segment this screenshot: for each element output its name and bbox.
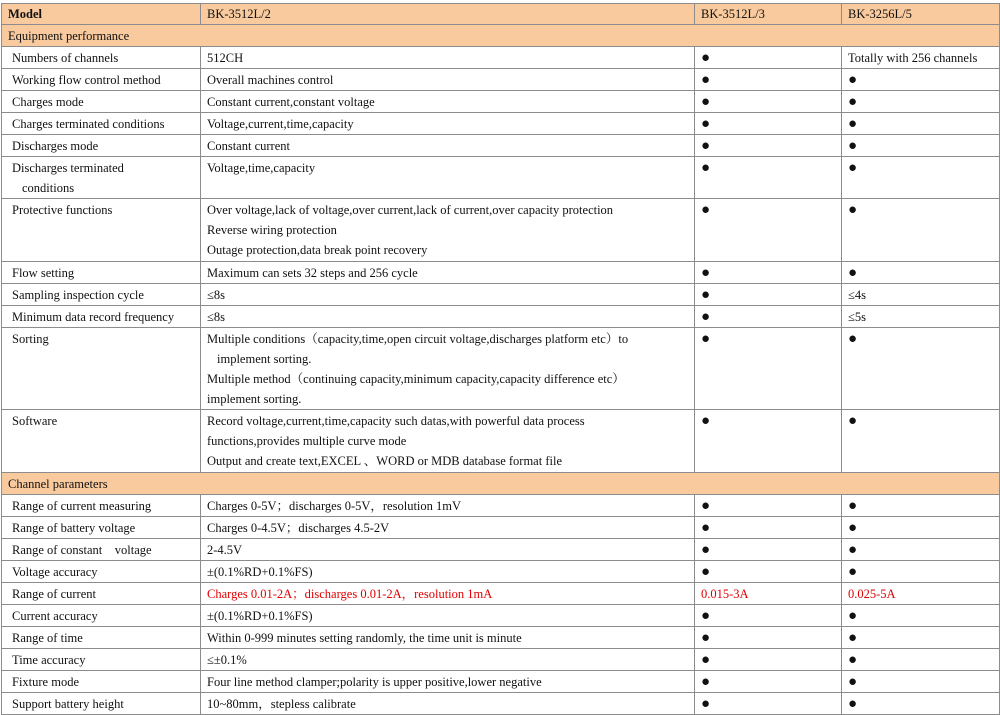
spec-table (1, 3, 1000, 715)
row-value-c4-highlight: 0.025-5A (842, 583, 1000, 605)
row-label: Range of constant voltage (2, 539, 201, 561)
row-label: Sorting (2, 328, 201, 410)
header-bk-3512l-2: BK-3512L/2 (201, 4, 695, 25)
bullet-icon: ● (842, 69, 1000, 91)
table-row (2, 583, 1000, 605)
bullet-icon: ● (695, 605, 842, 627)
row-label: Charges terminated conditions (2, 113, 201, 135)
row-value-c4: ≤4s (842, 284, 1000, 306)
bullet-icon: ● (695, 627, 842, 649)
row-value: ±(0.1%RD+0.1%FS) (201, 561, 695, 583)
row-value: Charges 0-5V；discharges 0-5V，resolution 1mV (201, 495, 695, 517)
value-line: Output and create text,EXCEL 、WORD or MDB database format file (207, 454, 562, 468)
bullet-icon: ● (695, 91, 842, 113)
bullet-icon: ● (695, 135, 842, 157)
bullet-icon: ● (695, 561, 842, 583)
bullet-icon: ● (695, 539, 842, 561)
row-value-highlight: Charges 0.01-2A；discharges 0.01-2A，resolution 1mA (201, 583, 695, 605)
bullet-icon: ● (695, 328, 842, 410)
bullet-icon: ● (695, 649, 842, 671)
table-row (2, 410, 1000, 473)
row-value: Charges 0-4.5V；discharges 4.5-2V (201, 517, 695, 539)
row-value: Constant current (201, 135, 695, 157)
row-label: Discharges mode (2, 135, 201, 157)
bullet-icon: ● (842, 135, 1000, 157)
row-value: ≤±0.1% (201, 649, 695, 671)
bullet-icon: ● (842, 410, 1000, 473)
bullet-icon: ● (695, 671, 842, 693)
row-value: Maximum can sets 32 steps and 256 cycle (201, 262, 695, 284)
bullet-icon: ● (695, 495, 842, 517)
table-row (2, 495, 1000, 517)
row-label: Flow setting (2, 262, 201, 284)
table-row (2, 135, 1000, 157)
row-label: Support battery height (2, 693, 201, 715)
bullet-icon: ● (842, 91, 1000, 113)
bullet-icon: ● (842, 328, 1000, 410)
row-value: ≤8s (201, 284, 695, 306)
row-value: Four line method clamper;polarity is upper positive,lower negative (201, 671, 695, 693)
row-label: Time accuracy (2, 649, 201, 671)
table-row (2, 306, 1000, 328)
row-label: Fixture mode (2, 671, 201, 693)
value-line: Reverse wiring protection (207, 223, 337, 237)
row-value-c3-highlight: 0.015-3A (695, 583, 842, 605)
row-value-c4: ≤5s (842, 306, 1000, 328)
bullet-icon: ● (842, 262, 1000, 284)
row-value: 2-4.5V (201, 539, 695, 561)
value-line: functions,provides multiple curve mode (207, 434, 407, 448)
value-line: Outage protection,data break point recovery (207, 243, 428, 257)
value-line: Record voltage,current,time,capacity such datas,with powerful data process (207, 414, 585, 428)
bullet-icon: ● (695, 113, 842, 135)
section-channel-parameters: Channel parameters (2, 473, 1000, 495)
section-equipment-performance: Equipment performance (2, 25, 1000, 47)
table-row (2, 113, 1000, 135)
table-row (2, 693, 1000, 715)
table-row (2, 649, 1000, 671)
table-row (2, 69, 1000, 91)
table-row (2, 561, 1000, 583)
value-line: Multiple method（continuing capacity,minimum capacity,capacity difference etc） (207, 372, 625, 386)
bullet-icon: ● (695, 262, 842, 284)
row-value: Overall machines control (201, 69, 695, 91)
row-label: Numbers of channels (2, 47, 201, 69)
table-row (2, 157, 1000, 199)
value-line: implement sorting. (217, 352, 312, 366)
bullet-icon: ● (695, 284, 842, 306)
bullet-icon: ● (695, 199, 842, 262)
table-header-row (2, 4, 1000, 25)
header-bk-3256l-5: BK-3256L/5 (842, 4, 1000, 25)
row-label: Range of battery voltage (2, 517, 201, 539)
row-value: ≤8s (201, 306, 695, 328)
bullet-icon: ● (842, 605, 1000, 627)
bullet-icon: ● (842, 627, 1000, 649)
row-value: Voltage,current,time,capacity (201, 113, 695, 135)
bullet-icon: ● (842, 671, 1000, 693)
row-value: ±(0.1%RD+0.1%FS) (201, 605, 695, 627)
bullet-icon: ● (842, 693, 1000, 715)
bullet-icon: ● (842, 517, 1000, 539)
bullet-icon: ● (695, 306, 842, 328)
table-row (2, 284, 1000, 306)
row-label-line: conditions (22, 181, 75, 195)
bullet-icon: ● (695, 410, 842, 473)
table-row (2, 262, 1000, 284)
row-label: Working flow control method (2, 69, 201, 91)
bullet-icon: ● (842, 157, 1000, 199)
row-label: Range of time (2, 627, 201, 649)
bullet-icon: ● (695, 157, 842, 199)
row-label: Protective functions (2, 199, 201, 262)
bullet-icon: ● (695, 47, 842, 69)
table-row (2, 627, 1000, 649)
row-label (2, 157, 201, 199)
row-label: Sampling inspection cycle (2, 284, 201, 306)
row-value: Voltage,time,capacity (201, 157, 695, 199)
value-line: implement sorting. (207, 392, 302, 406)
row-label: Charges mode (2, 91, 201, 113)
bullet-icon: ● (695, 517, 842, 539)
row-label: Minimum data record frequency (2, 306, 201, 328)
row-label-line: Discharges terminated (12, 161, 124, 175)
section-row (2, 25, 1000, 47)
table-row (2, 91, 1000, 113)
header-model: Model (2, 4, 201, 25)
row-value: Within 0-999 minutes setting randomly, the time unit is minute (201, 627, 695, 649)
bullet-icon: ● (695, 693, 842, 715)
row-value-c4: Totally with 256 channels (842, 47, 1000, 69)
bullet-icon: ● (842, 539, 1000, 561)
row-value (201, 199, 695, 262)
bullet-icon: ● (842, 561, 1000, 583)
row-value (201, 410, 695, 473)
row-value (201, 328, 695, 410)
row-label: Voltage accuracy (2, 561, 201, 583)
row-value: 512CH (201, 47, 695, 69)
section-row (2, 473, 1000, 495)
bullet-icon: ● (842, 113, 1000, 135)
bullet-icon: ● (695, 69, 842, 91)
value-line: Over voltage,lack of voltage,over current,lack of current,over capacity protection (207, 203, 614, 217)
table-row (2, 328, 1000, 410)
row-value: 10~80mm，stepless calibrate (201, 693, 695, 715)
table-row (2, 47, 1000, 69)
table-row (2, 539, 1000, 561)
row-label: Range of current measuring (2, 495, 201, 517)
value-line: Multiple conditions（capacity,time,open circuit voltage,discharges platform etc）to (207, 332, 629, 346)
row-label: Range of current (2, 583, 201, 605)
row-label: Software (2, 410, 201, 473)
bullet-icon: ● (842, 495, 1000, 517)
table-row (2, 199, 1000, 262)
row-value: Constant current,constant voltage (201, 91, 695, 113)
bullet-icon: ● (842, 199, 1000, 262)
row-label: Current accuracy (2, 605, 201, 627)
table-row (2, 671, 1000, 693)
table-row (2, 517, 1000, 539)
table-row (2, 605, 1000, 627)
bullet-icon: ● (842, 649, 1000, 671)
header-bk-3512l-3: BK-3512L/3 (695, 4, 842, 25)
